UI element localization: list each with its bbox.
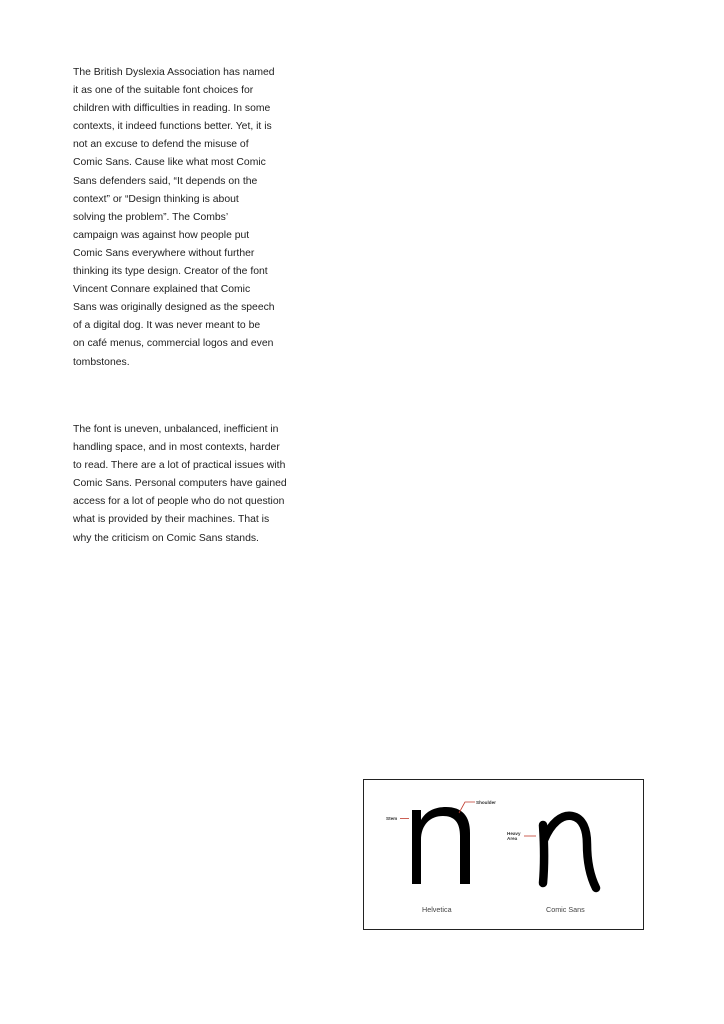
shoulder-annotation: Shoulder [476, 800, 496, 805]
paragraph-line: Comic Sans everywhere without further [73, 247, 255, 259]
font-comparison-figure [363, 779, 644, 930]
paragraph-line: children with difficulties in reading. In some [73, 103, 271, 115]
heavy-area-label-line: Heavy [507, 831, 521, 836]
paragraph-line: campaign was against how people put [73, 229, 250, 241]
paragraph-line: The font is uneven, unbalanced, inefficient in [73, 424, 279, 435]
paragraph-line: Sans defenders said, “It depends on the [73, 175, 258, 187]
paragraph-1 [73, 64, 275, 372]
comic-sans-caption: Comic Sans [546, 905, 585, 914]
helvetica-n-glyph [412, 807, 470, 884]
paragraph-line: Comic Sans. Cause like what most Comic [73, 157, 266, 169]
comic-sans-n-glyph-arch [544, 816, 596, 888]
paragraph-2 [73, 421, 287, 548]
paragraph-line: why the criticism on Comic Sans stands. [73, 532, 259, 544]
paragraph-line: of a digital dog. It was never meant to be [73, 320, 261, 332]
paragraph-line: what is provided by their machines. That is [73, 514, 270, 526]
heavy-area-label-line: Area [507, 836, 518, 842]
paragraph-line: Sans was originally designed as the speech [73, 302, 275, 314]
paragraph-line: solving the problem”. The Combs’ [73, 211, 229, 223]
paragraph-line: contexts, it indeed functions better. Yet, it is [73, 121, 272, 133]
paragraph-line: access for a lot of people who do not question [73, 496, 285, 508]
paragraph-line: thinking its type design. Creator of the font [73, 266, 268, 278]
font-comparison-diagram [364, 780, 642, 928]
paragraph-line: to read. There are a lot of practical issues with [73, 460, 286, 472]
paragraph-line: context” or “Design thinking is about [73, 193, 239, 205]
paragraph-line: Comic Sans. Personal computers have gained [73, 478, 287, 490]
paragraph-line: handling space, and in most contexts, harder [73, 442, 280, 454]
heavy-area-annotation [507, 831, 521, 841]
paragraph-line: tombstones. [73, 356, 130, 368]
paragraph-line: it as one of the suitable font choices for [73, 85, 254, 97]
paragraph-line: on café menus, commercial logos and even [73, 338, 274, 350]
stem-annotation: Stem [386, 816, 398, 821]
paragraph-line: Vincent Connare explained that Comic [73, 284, 251, 296]
helvetica-caption: Helvetica [422, 905, 452, 914]
paragraph-line: not an excuse to defend the misuse of [73, 139, 249, 151]
paragraph-line: The British Dyslexia Association has named [73, 67, 275, 78]
